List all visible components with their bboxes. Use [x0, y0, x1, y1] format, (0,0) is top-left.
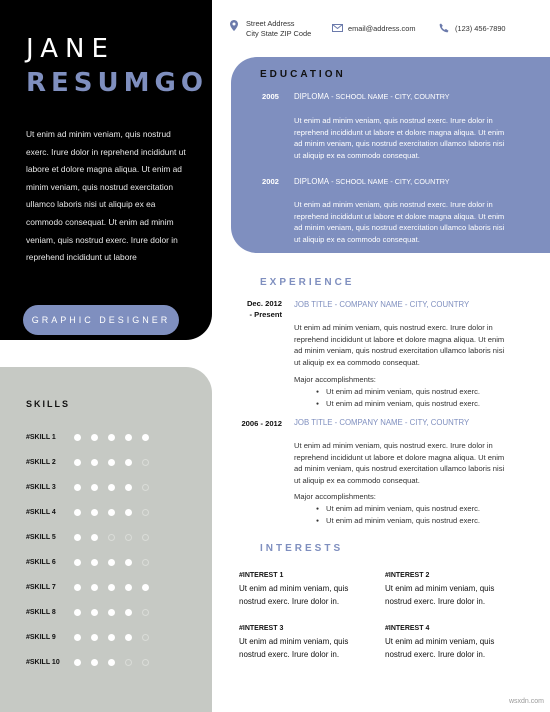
- list-item: ● Ut enim ad minim veniam, quis nostrud exerc.: [326, 398, 480, 410]
- education-degree: [294, 177, 450, 186]
- skill-row: [26, 625, 196, 650]
- accomplishments-label: Major accomplishments:: [294, 375, 376, 384]
- skill-dot-filled: [74, 484, 81, 491]
- interest-name: #INTEREST 4: [385, 625, 430, 632]
- skill-dot-filled: [125, 459, 132, 466]
- interest-name: #INTEREST 1: [239, 572, 284, 579]
- skill-row: [26, 475, 196, 500]
- interest-item: [385, 625, 515, 661]
- skill-dot-filled: [91, 609, 98, 616]
- skill-dot-filled: [108, 609, 115, 616]
- skill-dot-empty: [125, 659, 132, 666]
- contact-address: [246, 19, 311, 39]
- skill-dot-filled: [74, 534, 81, 541]
- skill-dot-filled: [91, 659, 98, 666]
- skills-list: [26, 425, 196, 675]
- envelope-icon: [332, 24, 343, 35]
- skill-dot-filled: [142, 584, 149, 591]
- degree-name: DIPLOMA: [294, 177, 330, 186]
- skill-dot-filled: [108, 509, 115, 516]
- skill-dot-filled: [74, 459, 81, 466]
- skill-name: #SKILL 1: [26, 434, 56, 441]
- accomplishments-label: Major accomplishments:: [294, 492, 376, 501]
- skill-dot-filled: [74, 509, 81, 516]
- skill-dot-filled: [125, 434, 132, 441]
- contact-phone: [455, 24, 506, 34]
- email-text: email@address.com: [348, 24, 416, 33]
- skill-dot-filled: [108, 459, 115, 466]
- degree-name: DIPLOMA: [294, 92, 330, 101]
- location-pin-icon: [230, 20, 238, 34]
- skill-dot-empty: [142, 659, 149, 666]
- skill-row: [26, 575, 196, 600]
- experience-date: [222, 298, 282, 320]
- skill-name: #SKILL 9: [26, 634, 56, 641]
- skill-dot-filled: [108, 659, 115, 666]
- last-name: RESUMGO: [26, 68, 208, 98]
- education-description: Ut enim ad minim veniam, quis nostrud exerc. Irure dolor in reprehend incididunt ut labore et dolore magna aliqua. Ut enim ad minim veniam, quis nostrud exercitation ullamco laboris nisi ut aliquip ex ea commodo consequat.: [294, 116, 505, 160]
- interest-item: [239, 572, 369, 608]
- watermark: wsxdn.com: [508, 698, 544, 705]
- skill-dot-filled: [125, 559, 132, 566]
- accomplishments-list: [326, 386, 480, 409]
- skill-dot-filled: [74, 584, 81, 591]
- address-line-1: Street Address: [246, 19, 295, 28]
- skill-row: [26, 650, 196, 675]
- education-heading: EDUCATION: [260, 69, 346, 80]
- education-degree: [294, 92, 450, 101]
- skill-name: #SKILL 8: [26, 609, 56, 616]
- education-year: 2002: [262, 177, 279, 186]
- skill-dot-filled: [125, 634, 132, 641]
- date-line: - Present: [249, 310, 282, 319]
- interest-text: Ut enim ad minim veniam, quis nostrud exerc. Irure dolor in.: [385, 637, 495, 659]
- skill-dot-filled: [74, 609, 81, 616]
- experience-description: Ut enim ad minim veniam, quis nostrud exerc. Irure dolor in reprehend incididunt ut labore et dolore magna aliqua. Ut enim ad minim veniam, quis nostrud exercitation ullamco laboris nisi ut aliquip ex ea commodo consequat.: [294, 441, 505, 485]
- date-line: 2006 - 2012: [241, 419, 282, 428]
- skill-name: #SKILL 6: [26, 559, 56, 566]
- accomplishments-list: [326, 503, 480, 526]
- experience-date: [222, 418, 282, 429]
- interest-item: [385, 572, 515, 608]
- skill-row: [26, 500, 196, 525]
- skill-name: #SKILL 4: [26, 509, 56, 516]
- skill-dot-filled: [74, 659, 81, 666]
- education-year: 2005: [262, 92, 279, 101]
- skill-dot-filled: [91, 559, 98, 566]
- skill-dot-filled: [91, 509, 98, 516]
- phone-text: (123) 456-7890: [455, 24, 506, 33]
- skill-dot-filled: [91, 434, 98, 441]
- interest-text: Ut enim ad minim veniam, quis nostrud exerc. Irure dolor in.: [239, 637, 349, 659]
- interest-name: #INTEREST 3: [239, 625, 284, 632]
- skill-row: [26, 600, 196, 625]
- skill-dot-filled: [108, 484, 115, 491]
- job-title-badge: GRAPHIC DESIGNER: [23, 305, 179, 335]
- skill-row: [26, 525, 196, 550]
- skill-dot-empty: [142, 484, 149, 491]
- phone-icon: [439, 23, 449, 36]
- skill-dot-filled: [74, 634, 81, 641]
- education-description: Ut enim ad minim veniam, quis nostrud exerc. Irure dolor in reprehend incididunt ut labore et dolore magna aliqua. Ut enim ad minim veniam, quis nostrud exercitation ullamco laboris nisi ut aliquip ex ea commodo consequat.: [294, 200, 505, 244]
- contact-email: [348, 24, 415, 34]
- first-name: JANE: [26, 34, 115, 64]
- list-item: ● Ut enim ad minim veniam, quis nostrud exerc.: [326, 386, 480, 398]
- skill-dot-empty: [142, 459, 149, 466]
- skill-name: #SKILL 2: [26, 459, 56, 466]
- skills-heading: SKILLS: [26, 399, 71, 409]
- skill-dot-filled: [108, 584, 115, 591]
- skill-dot-empty: [142, 534, 149, 541]
- interest-item: [239, 625, 369, 661]
- skill-dot-filled: [125, 609, 132, 616]
- interest-text: Ut enim ad minim veniam, quis nostrud exerc. Irure dolor in.: [239, 584, 349, 606]
- experience-heading: EXPERIENCE: [260, 277, 355, 288]
- skill-row: [26, 450, 196, 475]
- skill-dot-filled: [91, 484, 98, 491]
- skill-dot-filled: [91, 584, 98, 591]
- skill-name: #SKILL 5: [26, 534, 56, 541]
- skill-dot-filled: [125, 509, 132, 516]
- school-name: - SCHOOL NAME - CITY, COUNTRY: [329, 92, 450, 101]
- skill-dot-filled: [74, 434, 81, 441]
- experience-title: JOB TITLE - COMPANY NAME - CITY, COUNTRY: [294, 300, 470, 309]
- skill-dot-filled: [91, 459, 98, 466]
- skill-dot-filled: [125, 484, 132, 491]
- interests-heading: INTERESTS: [260, 543, 344, 554]
- school-name: - SCHOOL NAME - CITY, COUNTRY: [329, 177, 450, 186]
- skill-dot-filled: [108, 434, 115, 441]
- skill-dot-filled: [142, 434, 149, 441]
- skill-dot-filled: [74, 559, 81, 566]
- interest-name: #INTEREST 2: [385, 572, 430, 579]
- skill-dot-empty: [142, 609, 149, 616]
- date-line: Dec. 2012: [246, 299, 282, 308]
- skill-dot-empty: [108, 534, 115, 541]
- skill-dot-filled: [108, 634, 115, 641]
- skill-dot-empty: [142, 634, 149, 641]
- address-line-2: City State ZIP Code: [246, 29, 312, 38]
- skill-dot-empty: [142, 559, 149, 566]
- skill-name: #SKILL 7: [26, 584, 56, 591]
- experience-title: JOB TITLE - COMPANY NAME - CITY, COUNTRY: [294, 418, 470, 427]
- skill-dot-empty: [125, 534, 132, 541]
- skill-row: [26, 550, 196, 575]
- skill-dot-filled: [91, 534, 98, 541]
- profile-summary: Ut enim ad minim veniam, quis nostrud exerc. Irure dolor in reprehend incididunt ut labore et dolore magna aliqua. Ut enim ad minim veniam, quis nostrud exercitation ullamco laboris nisi ut aliquip ex ea commodo consequat. Ut enim ad minim veniam, quis nostrud exerc. Irure dolor in reprehend incididunt ut labore: [26, 129, 186, 263]
- skill-dot-empty: [142, 509, 149, 516]
- skill-name: #SKILL 10: [26, 659, 60, 666]
- skill-name: #SKILL 3: [26, 484, 56, 491]
- skill-dot-filled: [125, 584, 132, 591]
- experience-description: Ut enim ad minim veniam, quis nostrud exerc. Irure dolor in reprehend incididunt ut labore et dolore magna aliqua. Ut enim ad minim veniam, quis nostrud exercitation ullamco laboris nisi ut aliquip ex ea commodo consequat.: [294, 323, 505, 367]
- skill-row: [26, 425, 196, 450]
- list-item: ● Ut enim ad minim veniam, quis nostrud exerc.: [326, 515, 480, 527]
- list-item: ● Ut enim ad minim veniam, quis nostrud exerc.: [326, 503, 480, 515]
- interest-text: Ut enim ad minim veniam, quis nostrud exerc. Irure dolor in.: [385, 584, 495, 606]
- skill-dot-filled: [108, 559, 115, 566]
- skill-dot-filled: [91, 634, 98, 641]
